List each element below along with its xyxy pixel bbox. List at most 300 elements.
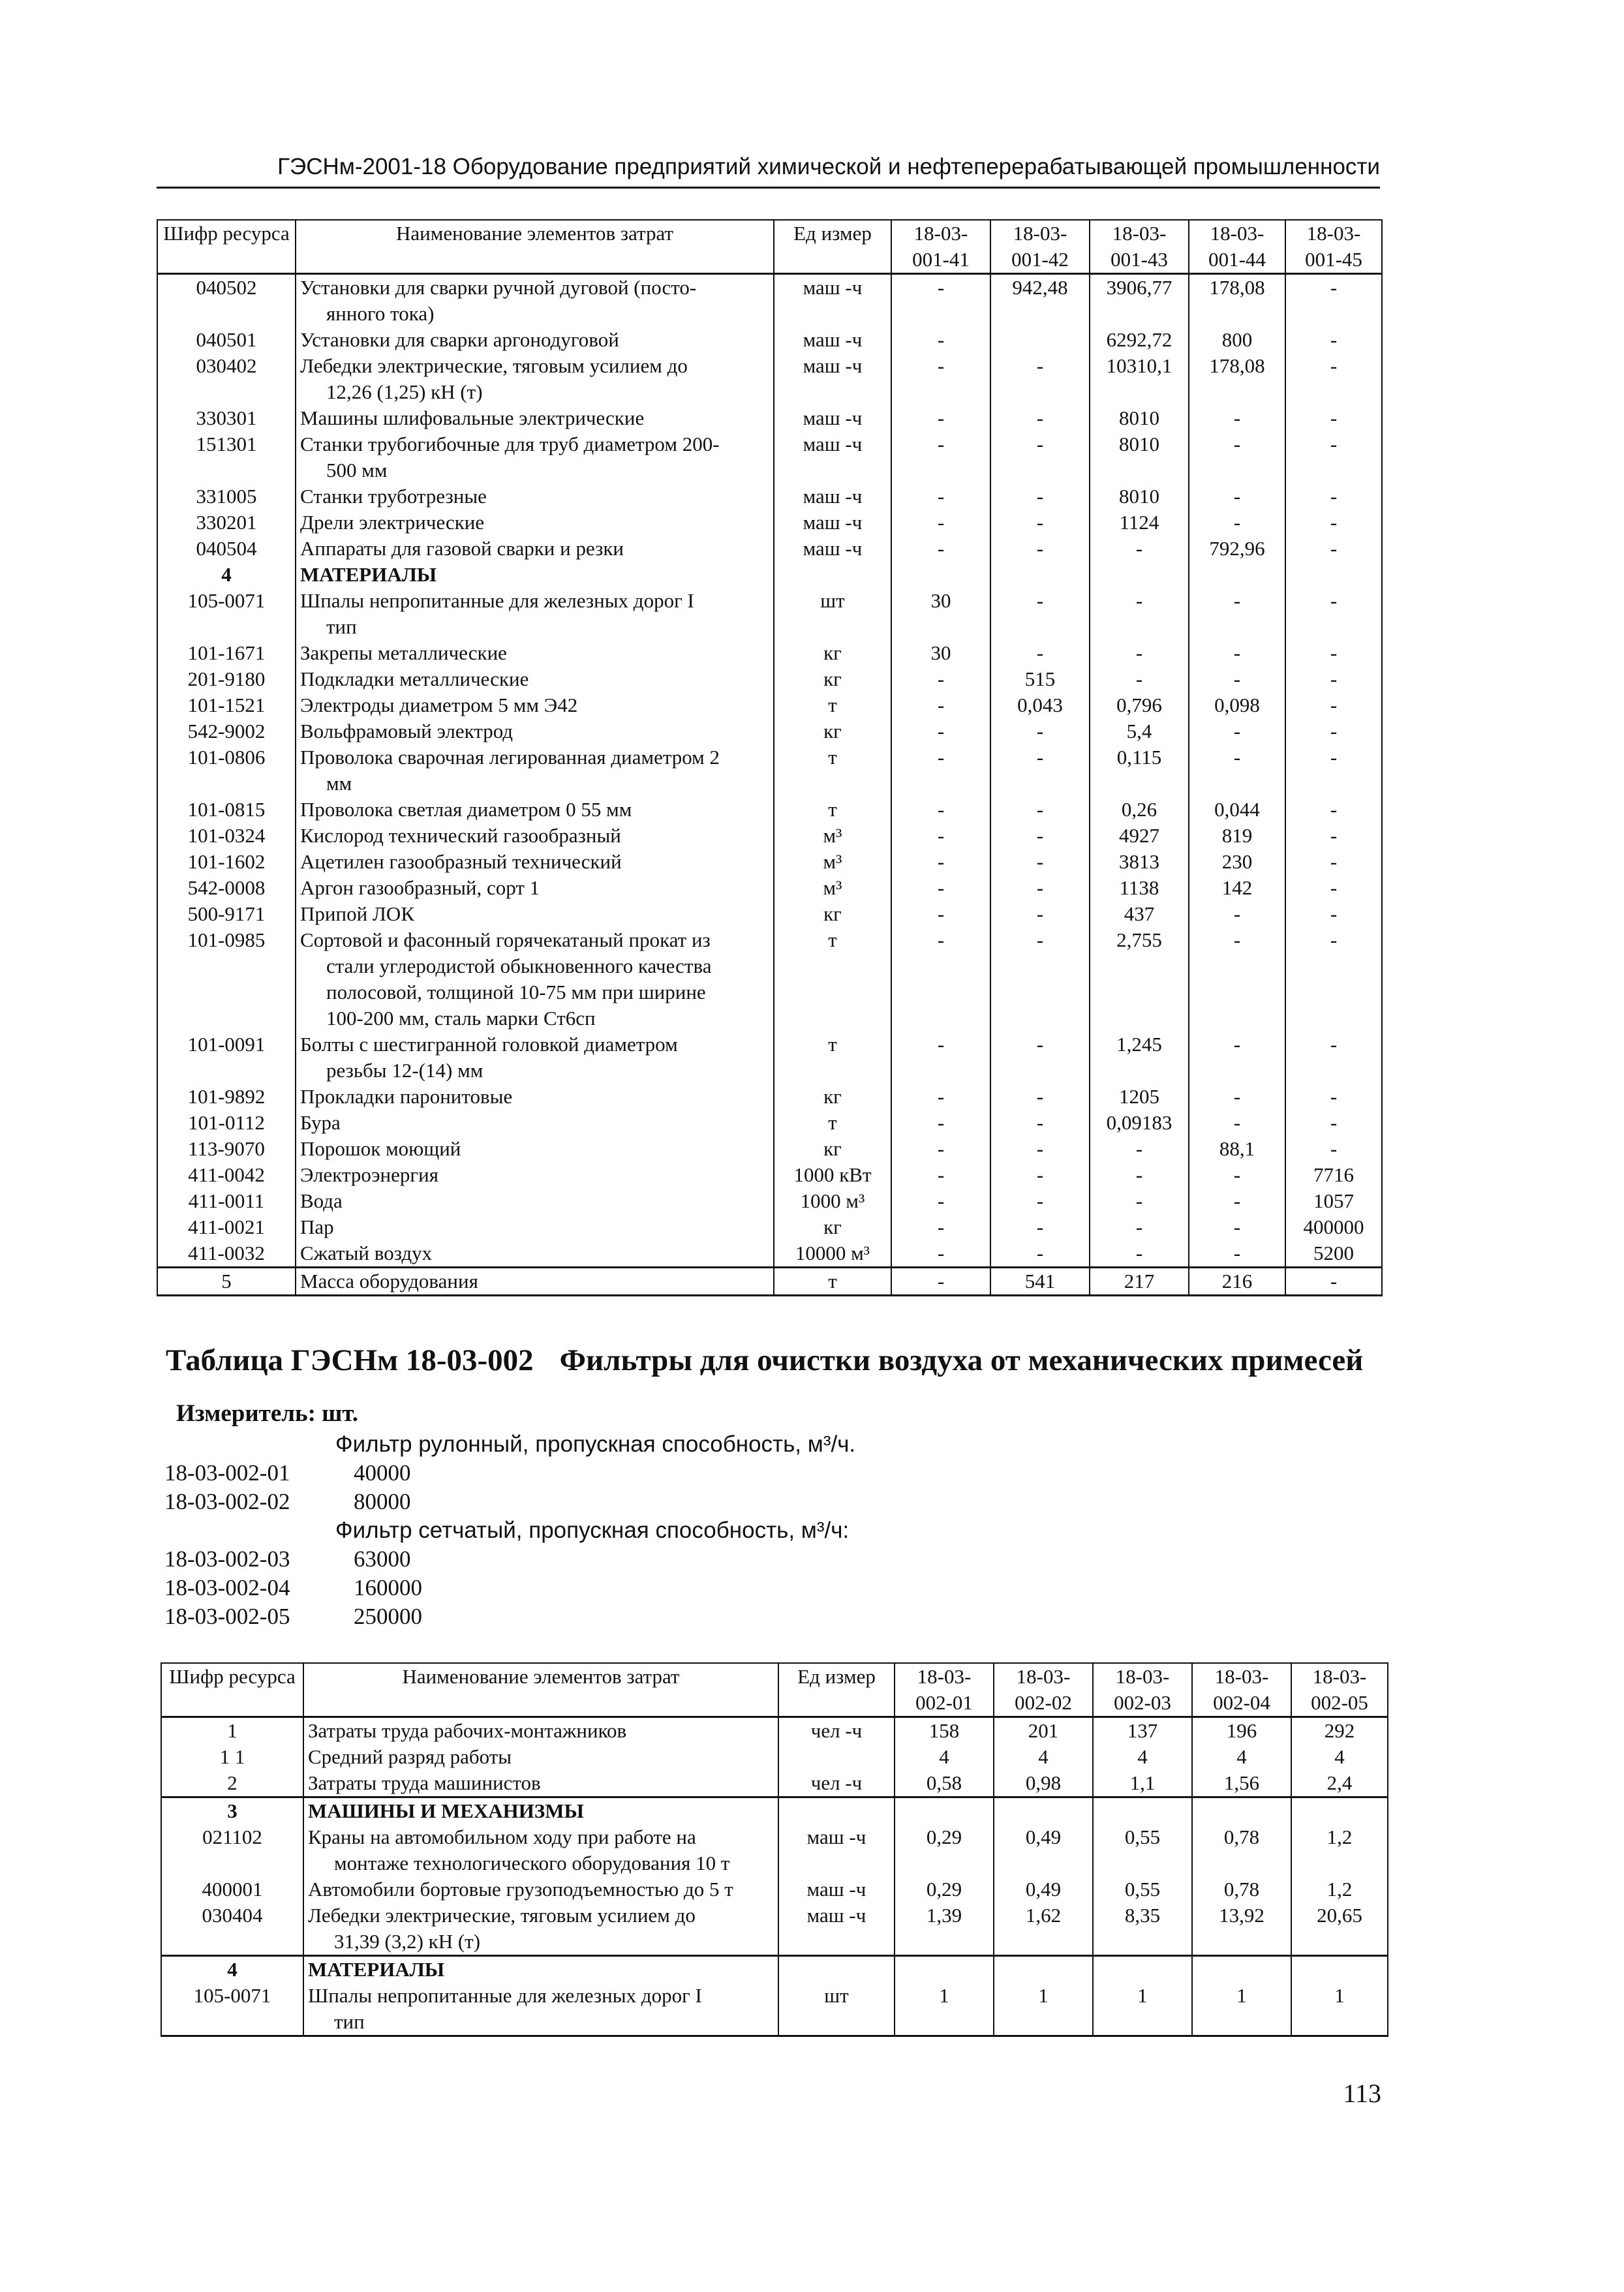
unit-cell: т	[774, 1031, 891, 1084]
value-cell: -	[990, 875, 1090, 901]
resource-code: 021102	[161, 1824, 303, 1876]
table-row	[161, 1983, 1388, 2036]
resource-name-line: Болты с шестигранной головкой диаметром	[300, 1033, 678, 1056]
value-cell: 137	[1093, 1717, 1192, 1745]
value-cell: 8010	[1090, 431, 1189, 483]
page-number: 113	[1343, 2079, 1381, 2108]
unit-cell: т	[774, 797, 891, 823]
value-cell: -	[990, 1188, 1090, 1214]
value-cell: -	[1189, 431, 1285, 483]
resource-name-line: тип	[326, 615, 357, 638]
value-cell: -	[990, 483, 1090, 510]
value-cell: -	[990, 640, 1090, 666]
value-cell: -	[1189, 1240, 1285, 1268]
resource-code: 101-0091	[157, 1031, 296, 1084]
table-row	[157, 1162, 1382, 1188]
unit-cell: 10000 м³	[774, 1240, 891, 1268]
value-cell: 0,043	[990, 692, 1090, 718]
resource-code: 105-0071	[161, 1983, 303, 2036]
value-cell: 7716	[1285, 1162, 1382, 1188]
value-cell	[895, 1797, 994, 1825]
table-row	[157, 588, 1382, 640]
resource-code: 331005	[157, 483, 296, 510]
value-cell: 0,044	[1189, 797, 1285, 823]
value-cell: -	[1285, 1136, 1382, 1162]
value-cell: 0,29	[895, 1876, 994, 1902]
value-cell: 0,26	[1090, 797, 1189, 823]
value-cell: 1	[1192, 1983, 1291, 2036]
variant-value: 63000	[354, 1546, 411, 1572]
resource-name-line: Краны на автомобильном ходу при работе на	[308, 1826, 696, 1848]
unit-cell: т	[774, 692, 891, 718]
value-cell: 142	[1189, 875, 1285, 901]
value-cell: -	[891, 927, 990, 1031]
variant-code: 18-03-002-05	[164, 1604, 290, 1629]
resource-name-line: Установки для сварки ручной дуговой (посто-	[300, 276, 697, 299]
value-cell: -	[1285, 744, 1382, 797]
resource-name-line: Лебедки электрические, тяговым усилием до	[300, 354, 688, 377]
value-cell: -	[1285, 510, 1382, 536]
table-row	[157, 327, 1382, 353]
value-cell: -	[891, 744, 990, 797]
value-cell: 0,55	[1093, 1824, 1192, 1876]
unit-cell: чел -ч	[778, 1717, 895, 1745]
value-cell: 1057	[1285, 1188, 1382, 1214]
value-cell: -	[1090, 1214, 1189, 1240]
unit-cell: 1000 кВт	[774, 1162, 891, 1188]
resource-code: 101-9892	[157, 1084, 296, 1110]
resource-code: 101-0324	[157, 823, 296, 849]
variant-code: 18-03-002-01	[164, 1460, 290, 1486]
value-cell: -	[1189, 483, 1285, 510]
value-cell: -	[891, 901, 990, 927]
value-cell: -	[990, 1162, 1090, 1188]
resource-name	[296, 274, 774, 328]
value-cell: -	[891, 1268, 990, 1296]
resource-code: 5	[157, 1268, 296, 1296]
section-row	[161, 1956, 1388, 1983]
resource-name-line: янного тока)	[326, 302, 435, 325]
resource-name-line: Средний разряд работы	[308, 1745, 512, 1768]
unit-cell: м³	[774, 849, 891, 875]
value-cell: -	[891, 536, 990, 562]
table-row	[157, 744, 1382, 797]
table-row	[157, 849, 1382, 875]
unit-cell: маш -ч	[774, 405, 891, 431]
value-cell: -	[1285, 718, 1382, 744]
resource-name	[296, 718, 774, 744]
unit-cell: маш -ч	[778, 1824, 895, 1876]
resource-code: 201-9180	[157, 666, 296, 692]
table-row	[161, 1876, 1388, 1902]
unit-cell: м³	[774, 823, 891, 849]
resource-name-line: Сортовой и фасонный горячекатаный прокат из	[300, 928, 711, 951]
resource-name	[303, 1717, 778, 1745]
value-cell: -	[891, 274, 990, 328]
resource-name-line: Станки трубогибочные для труб диаметром 200-	[300, 433, 720, 455]
value-cell: -	[1189, 901, 1285, 927]
value-cell: -	[1090, 1188, 1189, 1214]
value-cell: 8,35	[1093, 1902, 1192, 1956]
unit-cell: маш -ч	[774, 353, 891, 405]
unit-cell: маш -ч	[778, 1902, 895, 1956]
resource-name-line: Электроды диаметром 5 мм Э42	[300, 694, 578, 716]
value-cell: -	[1285, 1084, 1382, 1110]
value-cell: 1124	[1090, 510, 1189, 536]
section-row	[157, 562, 1382, 588]
value-cell: -	[990, 1240, 1090, 1268]
resource-name	[303, 1983, 778, 2036]
resource-name	[303, 1902, 778, 1956]
column-header-code: Шифр ресурса	[157, 220, 296, 274]
resource-name-line: мм	[326, 772, 352, 795]
resource-name-line: резьбы 12-(14) мм	[326, 1059, 483, 1082]
resource-code: 542-9002	[157, 718, 296, 744]
value-cell: 1	[994, 1983, 1093, 2036]
resource-code: 4	[157, 562, 296, 588]
resource-name	[303, 1797, 778, 1825]
value-cell: -	[1189, 1031, 1285, 1084]
table-row	[157, 901, 1382, 927]
resource-name	[296, 1136, 774, 1162]
resource-code: 411-0011	[157, 1188, 296, 1214]
resource-code: 330201	[157, 510, 296, 536]
resource-code: 1 1	[161, 1744, 303, 1770]
resource-name	[296, 1031, 774, 1084]
value-cell: -	[891, 1188, 990, 1214]
table-row	[157, 875, 1382, 901]
value-cell: 0,55	[1093, 1876, 1192, 1902]
resource-name-line: Проволока светлая диаметром 0 55 мм	[300, 798, 632, 821]
value-cell: 178,08	[1189, 353, 1285, 405]
resource-name-line: Аргон газообразный, сорт 1	[300, 876, 540, 899]
resource-code: 030404	[161, 1902, 303, 1956]
value-cell: 0,098	[1189, 692, 1285, 718]
value-cell: 217	[1090, 1268, 1189, 1296]
value-cell: -	[891, 797, 990, 823]
value-cell: -	[1285, 431, 1382, 483]
unit-cell	[778, 1797, 895, 1825]
resource-name-line: Вода	[300, 1189, 343, 1212]
resource-code: 500-9171	[157, 901, 296, 927]
value-cell	[1291, 1956, 1388, 1983]
value-cell	[895, 1956, 994, 1983]
value-cell	[990, 562, 1090, 588]
value-cell: -	[891, 875, 990, 901]
table-row	[161, 1744, 1388, 1770]
resource-name-line: Дрели электрические	[300, 511, 485, 534]
unit-cell: т	[774, 744, 891, 797]
resource-code: 101-0806	[157, 744, 296, 797]
value-cell: 0,98	[994, 1770, 1093, 1797]
value-cell: -	[891, 1162, 990, 1188]
value-cell: -	[990, 849, 1090, 875]
value-cell: 1	[1291, 1983, 1388, 2036]
value-cell: 13,92	[1192, 1902, 1291, 1956]
unit-cell	[778, 1744, 895, 1770]
value-cell	[1090, 562, 1189, 588]
value-cell: -	[1090, 536, 1189, 562]
value-cell: -	[891, 718, 990, 744]
value-cell: 0,58	[895, 1770, 994, 1797]
value-cell: -	[1285, 823, 1382, 849]
value-cell: -	[1285, 536, 1382, 562]
value-cell: 1,2	[1291, 1824, 1388, 1876]
value-cell: -	[1189, 405, 1285, 431]
table-row	[157, 405, 1382, 431]
value-cell: 1	[1093, 1983, 1192, 2036]
column-header-unit: Ед измер	[774, 220, 891, 274]
resource-name-line: Шпалы непропитанные для железных дорог I	[308, 1984, 702, 2007]
resource-name-line: Аппараты для газовой сварки и резки	[300, 537, 624, 560]
resource-name	[296, 823, 774, 849]
resource-name	[296, 536, 774, 562]
resource-code: 330301	[157, 405, 296, 431]
value-cell: 178,08	[1189, 274, 1285, 328]
value-cell: 0,49	[994, 1876, 1093, 1902]
resource-name-line: Лебедки электрические, тяговым усилием до	[308, 1904, 696, 1927]
value-cell: 819	[1189, 823, 1285, 849]
table-row	[157, 927, 1382, 1031]
unit-cell: м³	[774, 875, 891, 901]
value-cell: 4	[1291, 1744, 1388, 1770]
table-row	[157, 536, 1382, 562]
running-header: ГЭСНм-2001-18 Оборудование предприятий химической и нефтеперерабатывающей промышленности	[157, 154, 1380, 189]
resource-name	[303, 1824, 778, 1876]
unit-cell: маш -ч	[774, 327, 891, 353]
value-cell: 4	[1192, 1744, 1291, 1770]
column-header-variant: 18-03- 001-43	[1090, 220, 1189, 274]
value-cell: -	[1285, 875, 1382, 901]
resource-code: 400001	[161, 1876, 303, 1902]
unit-cell: маш -ч	[774, 431, 891, 483]
unit-cell: 1000 м³	[774, 1188, 891, 1214]
resource-code: 542-0008	[157, 875, 296, 901]
value-cell: -	[1189, 510, 1285, 536]
value-cell: -	[1285, 1268, 1382, 1296]
table-name: Фильтры для очистки воздуха от механических примесей	[559, 1343, 1364, 1377]
unit-cell: кг	[774, 640, 891, 666]
value-cell: -	[1090, 1136, 1189, 1162]
resource-name	[296, 849, 774, 875]
resource-table-001	[157, 219, 1383, 1296]
resource-name-line: МАШИНЫ И МЕХАНИЗМЫ	[308, 1799, 584, 1822]
resource-name	[296, 901, 774, 927]
value-cell: 5,4	[1090, 718, 1189, 744]
variant-value: 40000	[354, 1460, 411, 1486]
value-cell: -	[1285, 274, 1382, 328]
resource-name-line: МАТЕРИАЛЫ	[308, 1958, 445, 1981]
value-cell: 1205	[1090, 1084, 1189, 1110]
value-cell: 0,49	[994, 1824, 1093, 1876]
resource-name-line: стали углеродистой обыкновенного качества	[326, 955, 712, 977]
resource-name-line: Станки труботрезные	[300, 485, 487, 508]
resource-name	[296, 640, 774, 666]
table-row	[161, 1717, 1388, 1745]
value-cell: 1,2	[1291, 1876, 1388, 1902]
value-cell: 8010	[1090, 405, 1189, 431]
table-row	[157, 718, 1382, 744]
table-row	[157, 1188, 1382, 1214]
value-cell: -	[1285, 588, 1382, 640]
table-row	[157, 1110, 1382, 1136]
value-cell: -	[990, 1136, 1090, 1162]
value-cell: -	[891, 1110, 990, 1136]
value-cell: -	[891, 353, 990, 405]
variant-code: 18-03-002-04	[164, 1575, 290, 1600]
value-cell	[1291, 1797, 1388, 1825]
resource-code: 101-0112	[157, 1110, 296, 1136]
table-row	[157, 1214, 1382, 1240]
resource-name	[303, 1876, 778, 1902]
unit-cell: кг	[774, 901, 891, 927]
variant-code: 18-03-002-02	[164, 1489, 290, 1514]
value-cell	[1093, 1956, 1192, 1983]
value-cell: -	[891, 823, 990, 849]
resource-name-line: Подкладки металлические	[300, 667, 529, 690]
column-header-unit: Ед измер	[778, 1663, 895, 1717]
value-cell	[1285, 562, 1382, 588]
value-cell: 201	[994, 1717, 1093, 1745]
value-cell: 230	[1189, 849, 1285, 875]
variant-heading-text: Фильтр сетчатый, пропускная способность, м³/ч:	[335, 1518, 850, 1543]
resource-name-line: Ацетилен газообразный технический	[300, 850, 622, 873]
resource-name-line: Затраты труда рабочих-монтажников	[308, 1719, 627, 1742]
value-cell: -	[1285, 927, 1382, 1031]
value-cell: 0,115	[1090, 744, 1189, 797]
resource-name	[296, 510, 774, 536]
resource-name	[296, 588, 774, 640]
column-header-variant: 18-03- 001-42	[990, 220, 1090, 274]
resource-code: 105-0071	[157, 588, 296, 640]
resource-table-002	[161, 1662, 1388, 2037]
value-cell	[990, 327, 1090, 353]
value-cell: -	[990, 1214, 1090, 1240]
resource-name	[296, 875, 774, 901]
value-cell: -	[1285, 483, 1382, 510]
value-cell: -	[1285, 1031, 1382, 1084]
value-cell: 2,755	[1090, 927, 1189, 1031]
value-cell: -	[891, 431, 990, 483]
value-cell: -	[891, 405, 990, 431]
table-number: Таблица ГЭСНм 18-03-002	[166, 1343, 534, 1377]
value-cell: -	[891, 483, 990, 510]
value-cell: -	[1285, 692, 1382, 718]
column-header-variant: 18-03- 002-04	[1192, 1663, 1291, 1717]
value-cell: 1,245	[1090, 1031, 1189, 1084]
resource-name	[296, 927, 774, 1031]
variant-code: 18-03-002-03	[164, 1546, 290, 1572]
value-cell: -	[990, 1031, 1090, 1084]
value-cell: -	[1285, 1110, 1382, 1136]
resource-name-line: Масса оборудования	[300, 1270, 478, 1292]
column-header-name: Наименование элементов затрат	[296, 220, 774, 274]
table-row	[157, 274, 1382, 328]
unit-cell: маш -ч	[774, 274, 891, 328]
value-cell: 216	[1189, 1268, 1285, 1296]
resource-code: 1	[161, 1717, 303, 1745]
resource-code: 411-0021	[157, 1214, 296, 1240]
column-header-variant: 18-03- 001-41	[891, 220, 990, 274]
value-cell: 1,62	[994, 1902, 1093, 1956]
value-cell	[1192, 1956, 1291, 1983]
value-cell: -	[1285, 353, 1382, 405]
value-cell: -	[990, 744, 1090, 797]
value-cell	[994, 1956, 1093, 1983]
value-cell: -	[1285, 901, 1382, 927]
value-cell: -	[891, 1084, 990, 1110]
value-cell	[891, 562, 990, 588]
value-cell: 800	[1189, 327, 1285, 353]
value-cell: -	[1189, 718, 1285, 744]
value-cell: -	[1189, 744, 1285, 797]
table-row	[157, 640, 1382, 666]
unit-cell: маш -ч	[778, 1876, 895, 1902]
resource-name	[296, 431, 774, 483]
column-header-variant: 18-03- 002-02	[994, 1663, 1093, 1717]
value-cell: -	[990, 536, 1090, 562]
value-cell: 515	[990, 666, 1090, 692]
resource-name-line: Бура	[300, 1111, 341, 1134]
unit-cell: кг	[774, 666, 891, 692]
resource-name	[303, 1744, 778, 1770]
value-cell: -	[891, 1240, 990, 1268]
table-row	[157, 431, 1382, 483]
value-cell: -	[1189, 1214, 1285, 1240]
resource-code: 101-0815	[157, 797, 296, 823]
resource-name	[296, 353, 774, 405]
value-cell: 1,56	[1192, 1770, 1291, 1797]
resource-name-line: МАТЕРИАЛЫ	[300, 563, 437, 586]
resource-name	[303, 1770, 778, 1797]
column-header-name: Наименование элементов затрат	[303, 1663, 778, 1717]
value-cell: -	[1285, 797, 1382, 823]
value-cell	[1192, 1797, 1291, 1825]
value-cell	[994, 1797, 1093, 1825]
value-cell: 4927	[1090, 823, 1189, 849]
unit-cell: маш -ч	[774, 510, 891, 536]
column-header-variant: 18-03- 001-45	[1285, 220, 1382, 274]
value-cell: -	[1090, 1162, 1189, 1188]
value-cell: 5200	[1285, 1240, 1382, 1268]
resource-name	[303, 1956, 778, 1983]
table-row	[157, 1031, 1382, 1084]
value-cell: -	[891, 692, 990, 718]
table-row	[157, 353, 1382, 405]
value-cell: -	[1090, 666, 1189, 692]
value-cell: 6292,72	[1090, 327, 1189, 353]
column-header-code: Шифр ресурса	[161, 1663, 303, 1717]
resource-name-line: Прокладки паронитовые	[300, 1085, 513, 1108]
resource-name-line: Сжатый воздух	[300, 1242, 433, 1264]
resource-name-line: Вольфрамовый электрод	[300, 720, 513, 742]
unit-cell: кг	[774, 718, 891, 744]
table-row	[157, 666, 1382, 692]
measure-unit: Измеритель: шт.	[176, 1400, 359, 1427]
table-row	[157, 692, 1382, 718]
value-cell: -	[1090, 588, 1189, 640]
unit-cell: т	[774, 1268, 891, 1296]
resource-name-line: Пар	[300, 1215, 334, 1238]
value-cell: 88,1	[1189, 1136, 1285, 1162]
resource-code: 101-1602	[157, 849, 296, 875]
resource-name-line: 100-200 мм, сталь марки Ст6сп	[326, 1007, 596, 1030]
resource-code: 101-0985	[157, 927, 296, 1031]
value-cell: -	[1189, 1084, 1285, 1110]
table-row	[157, 1240, 1382, 1268]
value-cell: -	[990, 431, 1090, 483]
value-cell: -	[1090, 1240, 1189, 1268]
